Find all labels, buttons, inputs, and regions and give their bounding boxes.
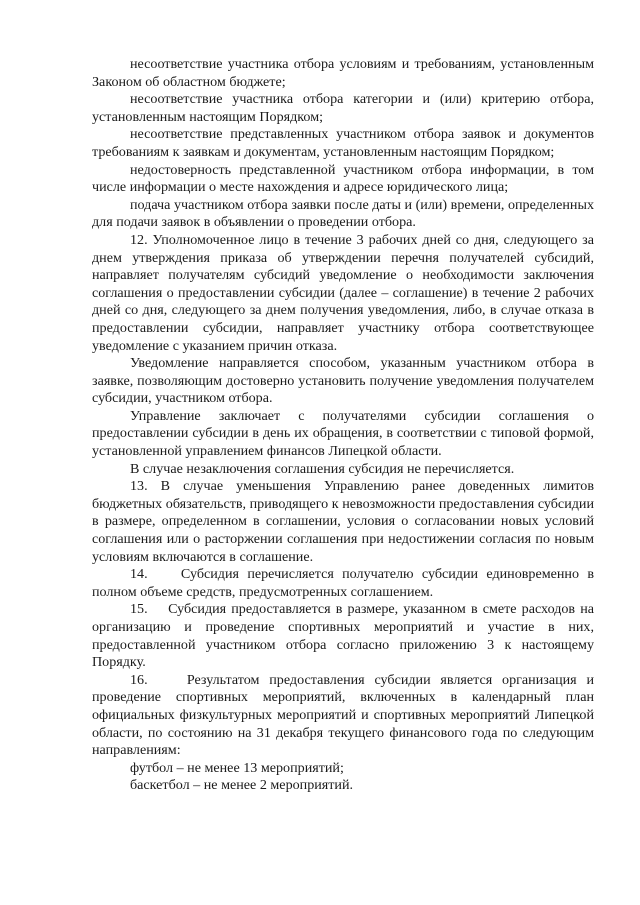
paragraph-noncompliance-documents: несоответствие представленных участником отбора заявок и документов требованиям к заявкам и документам, установленным настоящим Порядком; xyxy=(92,126,594,160)
paragraph-item-12: 12. Уполномоченное лицо в течение 3 рабочих дней со дня, следующего за днем утверждения приказа об утверждении перечня получателей субсидий, направляет получателям субсидий уведомление о необходимости заключения соглашения о предоставлении субсидии (далее – соглашение) в течение 2 рабочих дней со дня, следующего за днем получения уведомления, либо, в случае отказа в предоставлении субсидии, направляет участнику отбора соответствующее уведомление с указанием причин отказа. xyxy=(92,231,594,354)
paragraph-late-submission: подача участником отбора заявки после даты и (или) времени, определенных для подачи заявок в объявлении о проведении отбора. xyxy=(92,196,594,231)
paragraph-item-15: 15. Субсидия предоставляется в размере, указанном в смете расходов на организацию и проведение спортивных мероприятий и участие в них, предоставленной участником отбора согласно приложению 3 к настоящему Порядку. xyxy=(92,601,598,671)
paragraph-notification-method: Уведомление направляется способом, указанным участником отбора в заявке, позволяющим достоверно установить получение уведомления получателем субсидии, участником отбора. xyxy=(92,355,594,407)
paragraph-noncompliance-conditions: несоответствие участника отбора условиям и требованиям, установленным Законом об областном бюджете; xyxy=(92,56,594,90)
paragraph-item-16: 16. Результатом предоставления субсидии является организация и проведение спортивных мероприятий, включенных в календарный план официальных физкультурных мероприятий и спортивных мероприятий Липецкой области, по состоянию на 31 декабря текущего финансового года по следующим направлениям: xyxy=(92,671,598,759)
paragraph-agreement-conclusion: Управление заключает с получателями субсидии соглашения о предоставлении субсидии в день их обращения, в соответствии с типовой формой, установленной управлением финансов Липецкой области. xyxy=(92,407,594,460)
paragraph-item-14: 14. Субсидия перечисляется получателю субсидии единовременно в полном объеме средств, предусмотренных соглашением. xyxy=(92,566,598,600)
paragraph-item-13: 13. В случае уменьшения Управлению ранее доведенных лимитов бюджетных обязательств, приводящего к невозможности предоставления субсидии в размере, определенном в соглашении, условия о согласовании новых условий соглашения или о расторжении соглашения при недостижении согласия по новым условиям включаются в соглашение. xyxy=(92,478,594,565)
paragraph-unreliable-information: недостоверность представленной участником отбора информации, в том числе информации о месте нахождения и адресе юридического лица; xyxy=(92,161,594,196)
list-item-basketball: баскетбол – не менее 2 мероприятий. xyxy=(130,777,354,794)
paragraph-noncompliance-category: несоответствие участника отбора категории и (или) критерию отбора, установленным настоящим Порядком; xyxy=(92,91,594,125)
paragraph-no-agreement: В случае незаключения соглашения субсидия не перечисляется. xyxy=(130,460,515,477)
list-item-football: футбол – не менее 13 мероприятий; xyxy=(130,759,344,776)
